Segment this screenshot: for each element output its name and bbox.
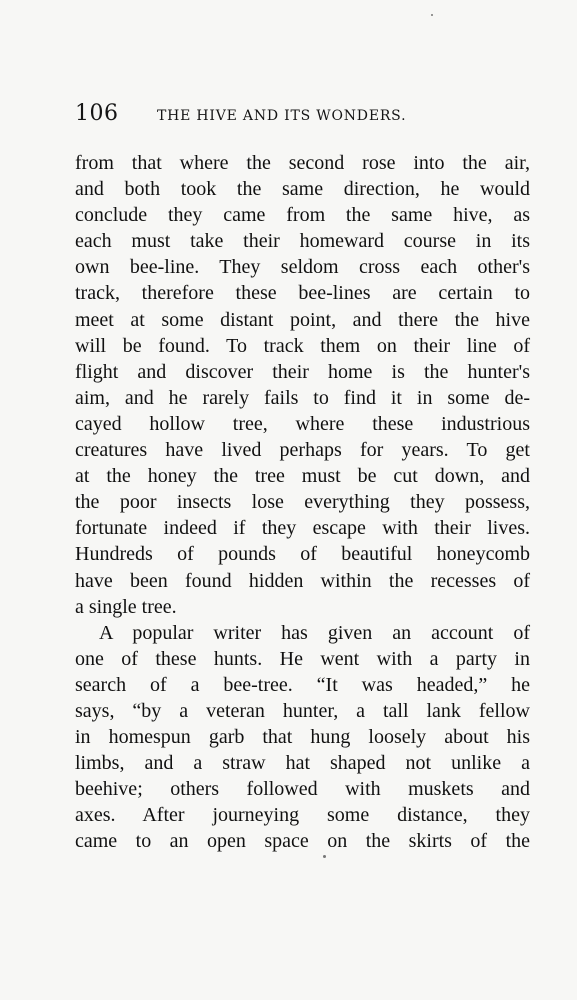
text-line: and both took the same direction, he would bbox=[75, 178, 530, 201]
body-text bbox=[75, 150, 530, 855]
text-line: Hundreds of pounds of beautiful honeycomb bbox=[75, 543, 530, 566]
text-line: each must take their homeward course in its bbox=[75, 230, 530, 253]
text-line: came to an open space on the skirts of the bbox=[75, 830, 530, 853]
text-line: the poor insects lose everything they possess, bbox=[75, 491, 530, 514]
text-line: meet at some distant point, and there the hive bbox=[75, 308, 530, 331]
page-header bbox=[75, 100, 535, 130]
text-line: own bee-line. They seldom cross each other's bbox=[75, 256, 530, 279]
text-line: aim, and he rarely fails to find it in some de- bbox=[75, 386, 530, 409]
text-line: in homespun garb that hung loosely about his bbox=[75, 726, 530, 749]
text-line: one of these hunts. He went with a party in bbox=[75, 647, 530, 670]
text-line: fortunate indeed if they escape with their lives. bbox=[75, 517, 530, 540]
text-line: limbs, and a straw hat shaped not unlike a bbox=[75, 752, 530, 775]
running-head: THE HIVE AND ITS WONDERS. bbox=[157, 108, 407, 124]
text-line: says, “by a veteran hunter, a tall lank fellow bbox=[75, 699, 530, 722]
text-line: creatures have lived perhaps for years. To get bbox=[75, 439, 530, 462]
text-line: from that where the second rose into the air, bbox=[75, 152, 530, 174]
text-line: cayed hollow tree, where these industrious bbox=[75, 412, 530, 435]
text-line: A popular writer has given an account of bbox=[99, 621, 530, 644]
text-line: track, therefore these bee-lines are certain to bbox=[75, 282, 530, 305]
text-line: have been found hidden within the recesses of bbox=[75, 569, 530, 592]
text-line: a single tree. bbox=[75, 595, 177, 618]
page-number: 106 bbox=[75, 101, 119, 126]
paper-speck bbox=[323, 855, 326, 858]
text-line: flight and discover their home is the hunter's bbox=[75, 360, 530, 383]
text-line: axes. After journeying some distance, they bbox=[75, 804, 530, 827]
text-line: will be found. To track them on their line of bbox=[75, 334, 530, 357]
text-line: at the honey the tree must be cut down, and bbox=[75, 465, 530, 488]
paper-speck bbox=[431, 14, 433, 16]
text-line: beehive; others followed with muskets and bbox=[75, 778, 530, 801]
text-line: search of a bee-tree. “It was headed,” he bbox=[75, 673, 530, 696]
text-line: conclude they came from the same hive, as bbox=[75, 204, 530, 227]
